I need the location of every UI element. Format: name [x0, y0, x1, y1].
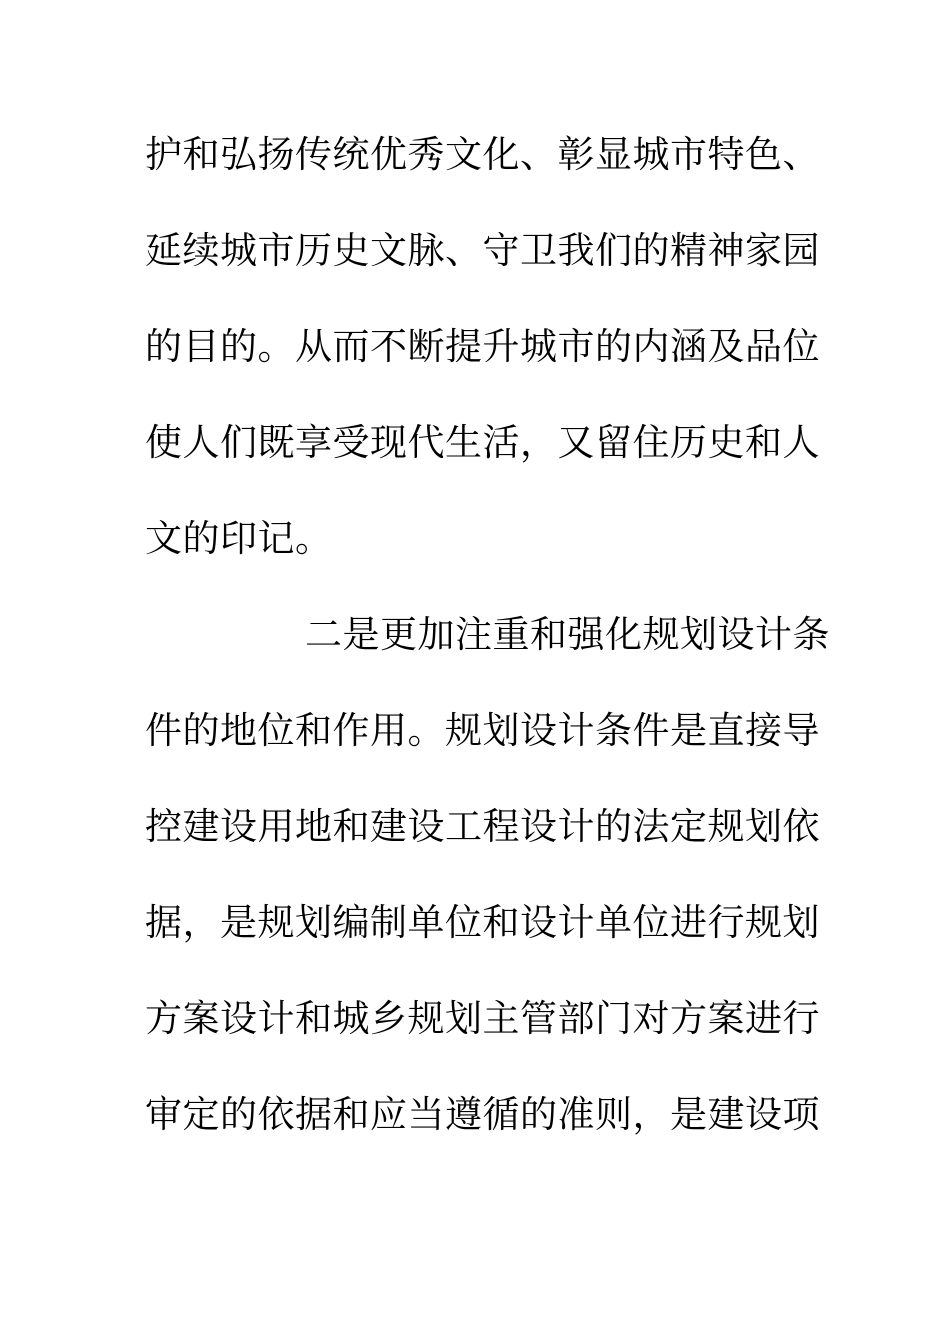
text-line: 护和弘扬传统优秀文化、彰显城市特色、 — [145, 133, 820, 176]
text-line: 的目的。从而不断提升城市的内涵及品位 — [145, 325, 820, 368]
text-line: 审定的依据和应当遵循的准则，是建设项 — [145, 1093, 820, 1136]
text-line: 方案设计和城乡规划主管部门对方案进行 — [145, 997, 820, 1040]
body-text — [145, 122, 830, 1178]
text-line: 据，是规划编制单位和设计单位进行规划 — [145, 901, 820, 944]
text-line: 件的地位和作用。规划设计条件是直接导 — [145, 709, 820, 752]
paragraph-start-line: 二是更加注重和强化规划设计条 — [305, 613, 830, 656]
text-line: 延续城市历史文脉、守卫我们的精神家园 — [145, 229, 820, 272]
text-line: 控建设用地和建设工程设计的法定规划依 — [145, 805, 820, 848]
text-line: 文的印记。 — [145, 517, 333, 560]
text-line: 使人们既享受现代生活，又留住历史和人 — [145, 421, 820, 464]
